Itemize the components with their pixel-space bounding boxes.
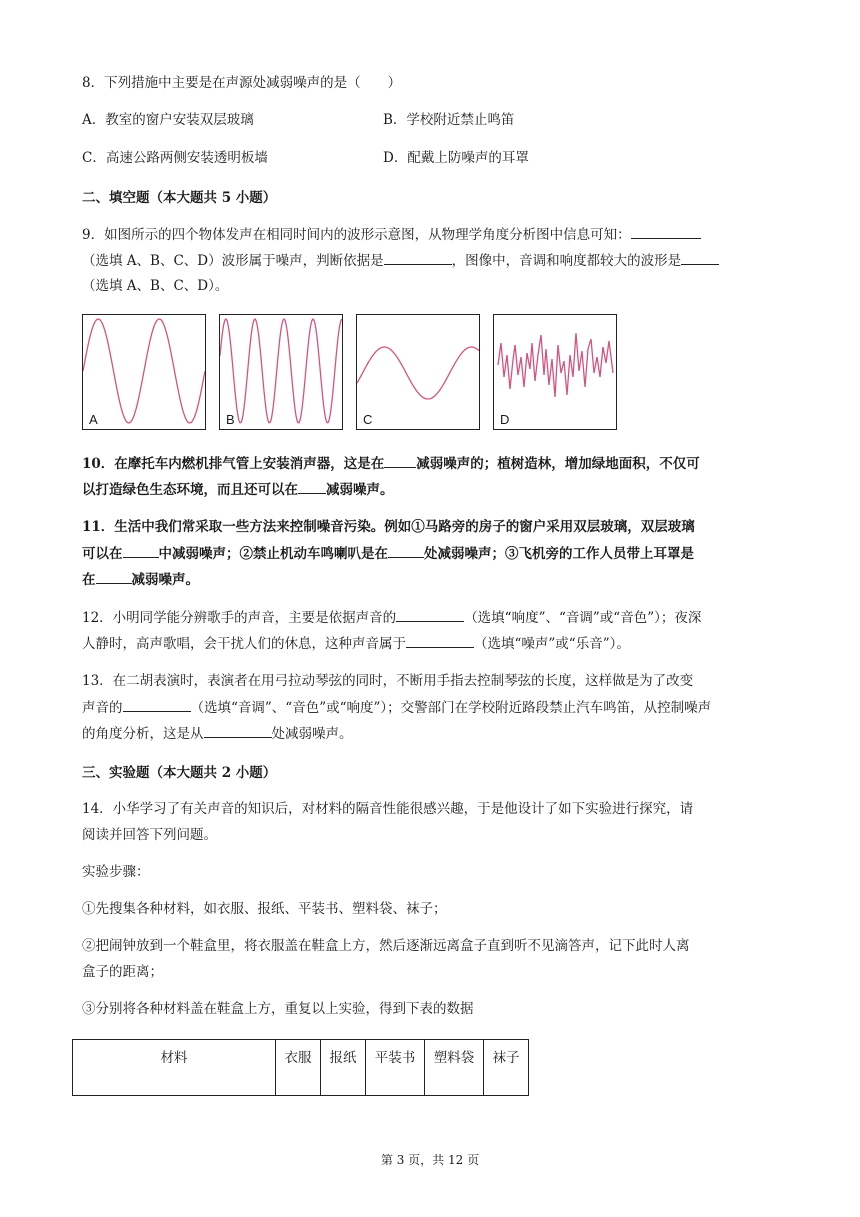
table-header-cell: 材料 (73, 1040, 276, 1096)
table-row (73, 1040, 529, 1096)
section-3-heading: 三、实验题（本大题共 2 小题） (82, 765, 277, 781)
q13-line-3: 的角度分析，这是从 处减弱噪声。 (82, 723, 353, 744)
materials-table (72, 1039, 529, 1096)
waveform-figure-b (219, 314, 343, 430)
q9-line-3: （选填 A、B、C、D）。 (82, 278, 229, 294)
waveform-b-line (220, 319, 342, 423)
q14-line-2: 阅读并回答下列问题。 (82, 827, 217, 843)
waveform-figure-c (356, 314, 480, 430)
q14-steps-title: 实验步骤： (82, 864, 150, 880)
waveform-c-label: C (363, 412, 373, 427)
q8-option-a: A．教室的窗户安装双层玻璃 (82, 112, 254, 128)
waveform-a-svg (83, 315, 205, 429)
waveform-d-line (498, 333, 613, 397)
waveform-b-svg (220, 315, 342, 429)
table-cell: 平装书 (366, 1040, 425, 1096)
waveform-b-label: B (226, 412, 235, 427)
q9-line-2: （选填 A、B、C、D）波形属于噪声，判断依据是 ，图像中，音调和响度都较大的波形是 (82, 250, 719, 271)
q13-line-2: 声音的 （选填“音调”、“音色”或“响度”）；交警部门在学校附近路段禁止汽车鸣笛，从控制噪声 (82, 697, 711, 718)
waveform-c-line (357, 347, 479, 399)
waveform-c-svg (357, 315, 479, 429)
section-2-heading: 二、填空题（本大题共 5 小题） (82, 190, 277, 206)
table-cell: 报纸 (321, 1040, 366, 1096)
waveform-a-line (83, 319, 205, 423)
q14-step-2-line-2: 盒子的距离； (82, 964, 163, 980)
q11-line-3: 在 减弱噪声。 (82, 569, 199, 590)
q14-step-1: ①先搜集各种材料，如衣服、报纸、平装书、塑料袋、袜子； (82, 901, 447, 917)
q12-line-1: 12．小明同学能分辨歌手的声音，主要是依据声音的 （选填“响度”、“音调”或“音色”）；夜深 (82, 607, 701, 628)
q11-line-1: 11．生活中我们常采取一些方法来控制噪音污染。例如①马路旁的房子的窗户采用双层玻璃，双层玻璃 (82, 519, 695, 535)
q8-option-b: B．学校附近禁止鸣笛 (383, 112, 515, 128)
q13-line-1: 13．在二胡表演时，表演者在用弓拉动琴弦的同时，不断用手指去控制琴弦的长度，这样做是为了改变 (82, 673, 694, 689)
waveform-d-label: D (500, 412, 510, 427)
q10-line-1: 10．在摩托车内燃机排气管上安装消声器，这是在 减弱噪声的；植树造林，增加绿地面积，不仅可 (82, 453, 700, 474)
table-cell: 袜子 (484, 1040, 529, 1096)
q8-stem: 8．下列措施中主要是在声源处减弱噪声的是（ ） (82, 75, 402, 91)
q11-line-2: 可以在 中减弱噪声；②禁止机动车鸣喇叭是在 处减弱噪声；③飞机旁的工作人员带上耳罩是 (82, 543, 694, 564)
q10-line-2: 以打造绿色生态环境，而且还可以在 减弱噪声。 (82, 479, 394, 500)
page-footer: 第 3 页，共 12 页 (380, 1153, 480, 1167)
waveform-figure-d (493, 314, 617, 430)
waveform-d-svg (494, 315, 616, 429)
table-cell: 衣服 (276, 1040, 321, 1096)
table-cell: 塑料袋 (425, 1040, 484, 1096)
q14-step-2-line-1: ②把闹钟放到一个鞋盒里，将衣服盖在鞋盒上方，然后逐渐远离盒子直到听不见滴答声，记下此时人离 (82, 938, 690, 954)
q14-line-1: 14．小华学习了有关声音的知识后，对材料的隔音性能很感兴趣，于是他设计了如下实验进行探究，请 (82, 801, 694, 817)
q8-option-c: C．高速公路两侧安装透明板墙 (82, 150, 268, 166)
waveform-figure-a (82, 314, 206, 430)
q8-option-d: D．配戴上防噪声的耳罩 (383, 150, 529, 166)
q14-step-3: ③分别将各种材料盖在鞋盒上方，重复以上实验，得到下表的数据 (82, 1001, 474, 1017)
q12-line-2: 人静时，高声歌唱，会干扰人们的休息，这种声音属于 （选填“噪声”或“乐音”）。 (82, 633, 630, 654)
waveform-a-label: A (89, 412, 98, 427)
q9-line-1: 9．如图所示的四个物体发声在相同时间内的波形示意图，从物理学角度分析图中信息可知： (82, 224, 701, 245)
